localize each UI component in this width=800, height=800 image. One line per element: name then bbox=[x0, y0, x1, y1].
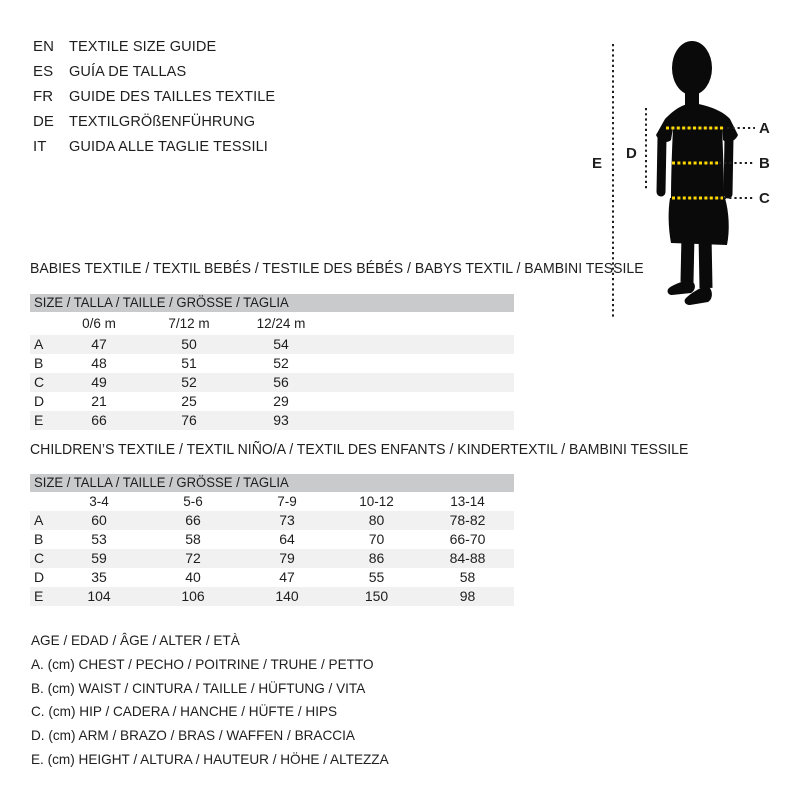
table-cell: 80 bbox=[368, 512, 385, 528]
silhouette-right-leg bbox=[705, 235, 706, 288]
table-cell: 58 bbox=[459, 569, 476, 585]
table-cell: 98 bbox=[459, 588, 476, 604]
table-cell: 21 bbox=[91, 393, 107, 409]
table-cell: 59 bbox=[91, 550, 107, 566]
child-silhouette bbox=[656, 41, 738, 305]
language-label: TEXTILGRÖßENFÜHRUNG bbox=[69, 113, 256, 130]
table-cell: 40 bbox=[185, 569, 201, 585]
language-code: FR bbox=[33, 88, 54, 105]
table-cell: 140 bbox=[275, 588, 299, 604]
language-row-fr bbox=[33, 84, 282, 109]
row-label: A bbox=[34, 512, 44, 528]
table-cell: 150 bbox=[364, 588, 389, 604]
measurement-label-a: A bbox=[759, 120, 770, 137]
table-cell: 84-88 bbox=[449, 550, 486, 566]
children-section-title: CHILDREN’S TEXTILE / TEXTIL NIÑO/A / TEXTIL DES ENFANTS / KINDERTEXTIL / BAMBINI TESSILE bbox=[30, 442, 689, 458]
column-header: 12/24 m bbox=[256, 316, 306, 331]
table-cell: 55 bbox=[368, 569, 385, 585]
legend-waist-line: B. (cm) WAIST / CINTURA / TAILLE / HÜFTUNG / VITA bbox=[31, 679, 366, 696]
language-code: DE bbox=[33, 113, 55, 130]
table-cell: 58 bbox=[185, 531, 201, 547]
table-cell: 78-82 bbox=[449, 512, 486, 528]
table-row bbox=[30, 373, 514, 392]
table-cell: 29 bbox=[273, 393, 289, 409]
language-label: GUIDA ALLE TAGLIE TESSILI bbox=[69, 138, 268, 155]
language-label: GUÍA DE TALLAS bbox=[69, 63, 187, 80]
table-cell: 106 bbox=[181, 588, 205, 604]
table-row bbox=[30, 511, 514, 530]
table-row bbox=[30, 335, 514, 354]
language-code: ES bbox=[33, 63, 54, 80]
babies-size-header-text: SIZE / TALLA / TAILLE / GRÖSSE / TAGLIA bbox=[34, 295, 289, 310]
silhouette-right-arm bbox=[728, 138, 729, 194]
row-label: E bbox=[34, 412, 44, 428]
row-label: E bbox=[34, 588, 44, 604]
legend-arm-line: D. (cm) ARM / BRAZO / BRAS / WAFFEN / BRACCIA bbox=[31, 727, 355, 744]
row-label: B bbox=[34, 355, 44, 371]
babies-section-title: BABIES TEXTILE / TEXTIL BEBÉS / TESTILE DES BÉBÉS / BABYS TEXTIL / BAMBINI TESSILE bbox=[30, 261, 644, 277]
table-cell: 47 bbox=[279, 569, 295, 585]
table-row bbox=[30, 354, 514, 373]
table-cell: 104 bbox=[87, 588, 111, 604]
table-row bbox=[30, 530, 514, 549]
table-cell: 86 bbox=[368, 550, 385, 566]
table-cell: 48 bbox=[91, 355, 107, 371]
babies-size-table bbox=[30, 312, 514, 430]
row-label: C bbox=[34, 550, 45, 566]
language-label: TEXTILE SIZE GUIDE bbox=[69, 38, 217, 55]
language-row-en bbox=[33, 34, 282, 59]
table-cell: 66 bbox=[91, 412, 107, 428]
children-size-header-text: SIZE / TALLA / TAILLE / GRÖSSE / TAGLIA bbox=[34, 475, 289, 490]
legend-age-line: AGE / EDAD / ÂGE / ALTER / ETÀ bbox=[31, 632, 240, 648]
legend-hip-line: C. (cm) HIP / CADERA / HANCHE / HÜFTE / HIPS bbox=[31, 703, 338, 720]
row-label: C bbox=[34, 374, 45, 390]
children-size-header-bar bbox=[30, 474, 514, 492]
table-cell: 56 bbox=[273, 374, 289, 390]
child-silhouette-graphic bbox=[560, 20, 800, 330]
table-cell: 79 bbox=[279, 550, 295, 566]
measurement-label-b: B bbox=[759, 155, 770, 172]
measurement-figure bbox=[560, 20, 800, 330]
table-column-header-row bbox=[30, 312, 514, 335]
babies-size-header-bar bbox=[30, 294, 514, 312]
table-row bbox=[30, 549, 514, 568]
table-cell: 25 bbox=[181, 393, 197, 409]
table-cell: 93 bbox=[273, 412, 289, 428]
table-cell: 72 bbox=[185, 550, 201, 566]
column-header: 0/6 m bbox=[82, 316, 116, 331]
table-cell: 54 bbox=[273, 336, 289, 352]
language-row-es bbox=[33, 59, 282, 84]
row-label: D bbox=[34, 393, 45, 409]
table-cell: 52 bbox=[181, 374, 197, 390]
table-cell: 60 bbox=[91, 512, 107, 528]
table-cell: 53 bbox=[91, 531, 107, 547]
table-row bbox=[30, 568, 514, 587]
column-header: 7-9 bbox=[277, 494, 297, 509]
table-cell: 47 bbox=[91, 336, 107, 352]
silhouette-left-shoe bbox=[668, 280, 695, 295]
column-header: 10-12 bbox=[359, 494, 394, 509]
table-row bbox=[30, 392, 514, 411]
table-cell: 50 bbox=[181, 336, 197, 352]
table-cell: 70 bbox=[368, 531, 385, 547]
legend-chest-line: A. (cm) CHEST / PECHO / POITRINE / TRUHE / PETTO bbox=[31, 655, 374, 672]
language-code: EN bbox=[33, 38, 55, 55]
language-title-list bbox=[33, 34, 282, 159]
row-label: A bbox=[34, 336, 44, 352]
measurement-label-c: C bbox=[759, 190, 770, 207]
column-header: 13-14 bbox=[450, 494, 485, 509]
table-cell: 66 bbox=[185, 512, 201, 528]
language-row-de bbox=[33, 109, 282, 134]
measurement-label-e: E bbox=[592, 155, 603, 172]
table-cell: 76 bbox=[181, 412, 197, 428]
table-row bbox=[30, 411, 514, 430]
table-cell: 35 bbox=[91, 569, 107, 585]
row-label: D bbox=[34, 569, 45, 585]
measurement-legend bbox=[31, 629, 400, 772]
row-label: B bbox=[34, 531, 44, 547]
table-column-header-row bbox=[30, 492, 514, 511]
table-cell: 64 bbox=[279, 531, 295, 547]
table-cell: 73 bbox=[279, 512, 295, 528]
language-code: IT bbox=[33, 138, 47, 155]
table-row bbox=[30, 587, 514, 606]
table-cell: 51 bbox=[181, 355, 197, 371]
language-label: GUIDE DES TAILLES TEXTILE bbox=[69, 88, 276, 105]
children-size-table bbox=[30, 492, 514, 606]
legend-height-line: E. (cm) HEIGHT / ALTURA / HAUTEUR / HÖHE / ALTEZZA bbox=[31, 750, 389, 767]
table-cell: 52 bbox=[273, 355, 289, 371]
silhouette-left-leg bbox=[687, 235, 688, 282]
column-header: 3-4 bbox=[89, 494, 109, 509]
language-row-it bbox=[33, 134, 282, 159]
column-header: 7/12 m bbox=[168, 316, 210, 331]
table-cell: 49 bbox=[91, 374, 107, 390]
column-header: 5-6 bbox=[183, 494, 203, 509]
silhouette-left-arm bbox=[661, 138, 662, 192]
table-cell: 66-70 bbox=[449, 531, 486, 547]
measurement-label-d: D bbox=[626, 145, 637, 162]
